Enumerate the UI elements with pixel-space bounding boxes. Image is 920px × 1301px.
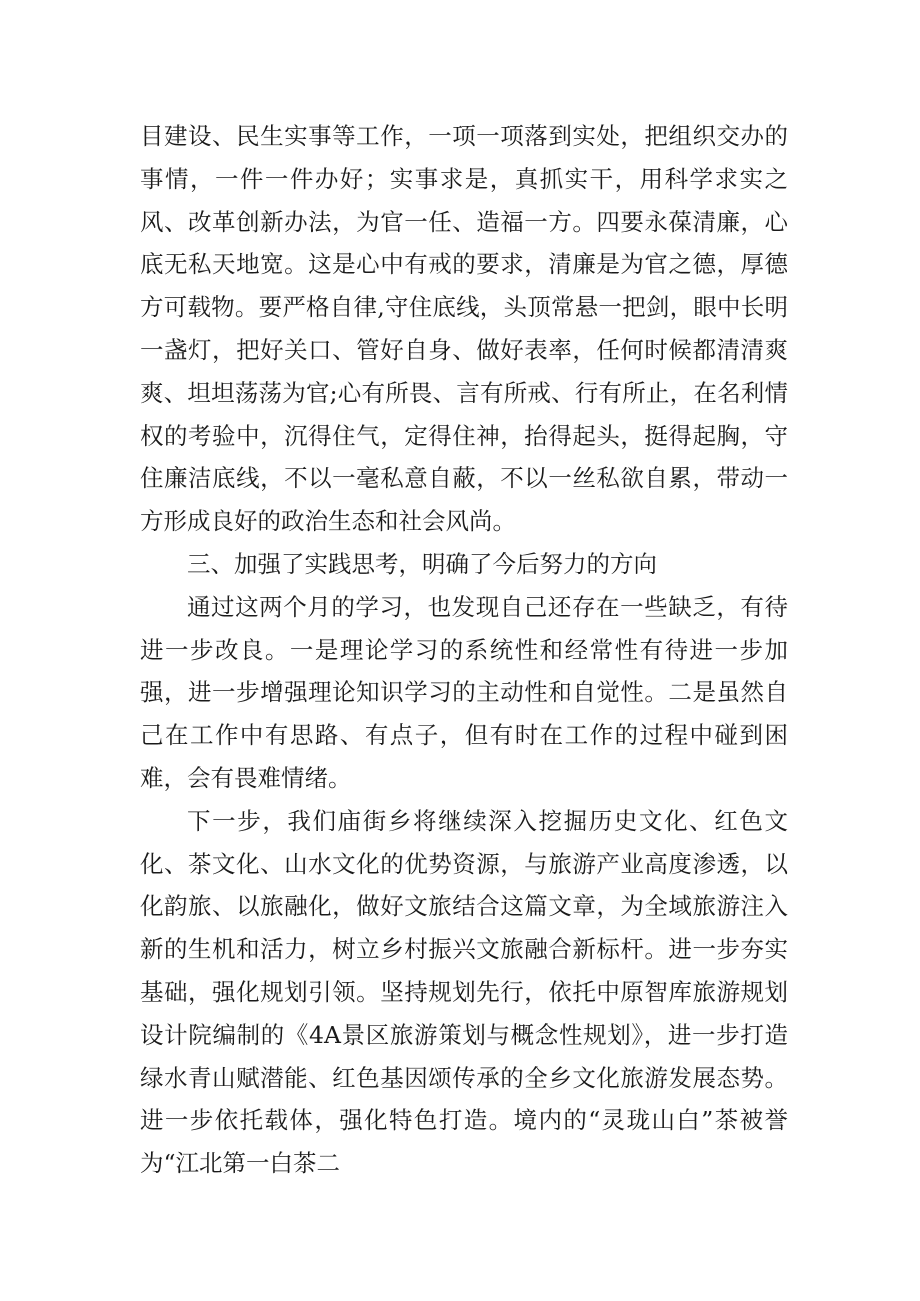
document-body bbox=[140, 115, 788, 1185]
paragraph-continued: 目建设、民生实事等工作，一项一项落到实处，把组织交办的事情，一件一件办好；实事求是，真抓实干，用科学求实之风、改革创新办法，为官一任、造福一方。四要永葆清廉，心底无私天地宽。这是心中有戒的要求，清廉是为官之德，厚德方可载物。要严格自律,守住底线，头顶常悬一把剑，眼中长明一盏灯，把好关口、管好自身、做好表率，任何时候都清清爽爽、坦坦荡荡为官;心有所畏、言有所戒、行有所止，在名利情权的考验中，沉得住气，定得住神，抬得起头，挺得起胸，守住廉洁底线，不以一毫私意自蔽，不以一丝私欲自累，带动一方形成良好的政治生态和社会风尚。 bbox=[140, 122, 788, 536]
paragraph-next-steps: 下一步，我们庙街乡将继续深入挖掘历史文化、红色文化、茶文化、山水文化的优势资源，与旅游产业高度渗透，以化韵旅、以旅融化，做好文旅结合这篇文章，为全域旅游注入新的生机和活力，树立乡村振兴文旅融合新标杆。进一步夯实基础，强化规划引领。坚持规划先行，依托中原智库旅游规划设计院编制的《4A景区旅游策划与概念性规划》，进一步打造绿水青山赋潜能、红色基因颂传承的全乡文化旅游发展态势。进一步依托载体，强化特色打造。境内的“灵珑山白”茶被誉为“江北第一白茶二 bbox=[140, 806, 788, 1178]
section-heading: 三、加强了实践思考，明确了今后努力的方向 bbox=[187, 549, 657, 578]
paragraph-shortcomings: 通过这两个月的学习，也发现自己还存在一些缺乏，有待进一步改良。一是理论学习的系统性和经常性有待进一步加强，进一步增强理论知识学习的主动性和自觉性。二是虽然自己在工作中有思路、有点子，但有时在工作的过程中碰到困难，会有畏难情绪。 bbox=[140, 592, 788, 792]
